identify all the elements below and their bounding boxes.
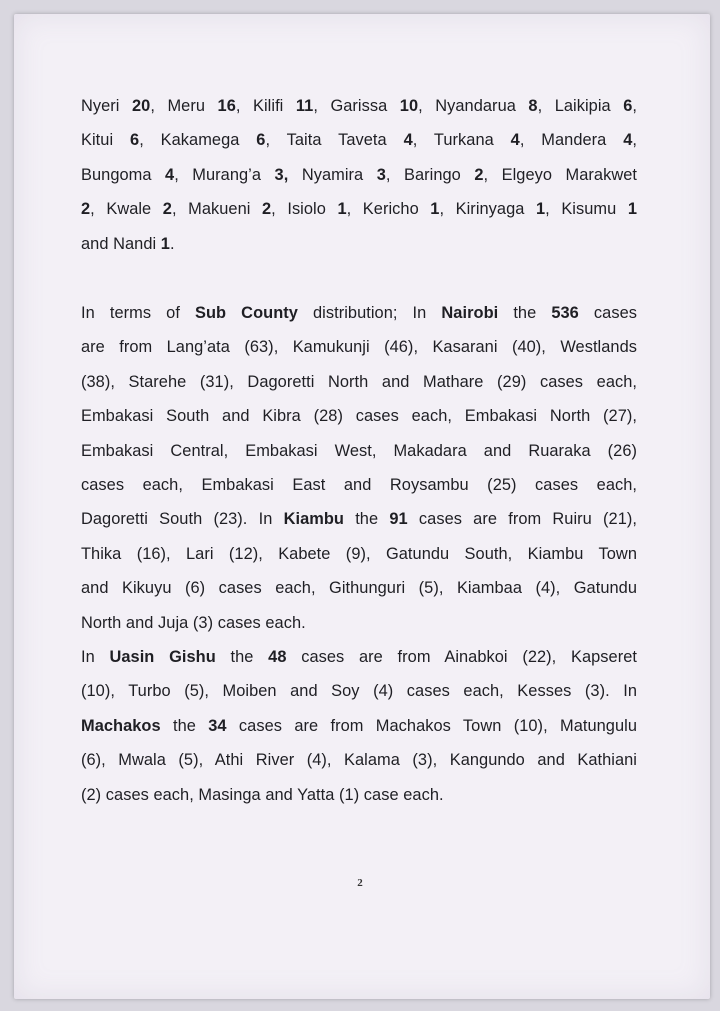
bold-text-segment: 6	[256, 131, 266, 150]
text-line	[81, 502, 637, 536]
text-segment: Embakasi South and Kibra (28) cases each, Embakasi North (27),	[81, 407, 637, 426]
bold-text-segment: 48	[268, 648, 287, 667]
text-line	[81, 158, 637, 192]
bold-text-segment: 16	[217, 97, 236, 115]
text-segment: , Kakamega	[139, 131, 257, 150]
bold-text-segment: 2	[162, 200, 172, 219]
text-segment: , Meru	[150, 97, 218, 115]
text-segment: , Garissa	[313, 97, 400, 115]
text-segment: , Baringo	[385, 165, 475, 184]
bold-text-segment: 3,	[274, 165, 289, 184]
text-segment: cases	[578, 304, 637, 322]
text-segment: , Turkana	[412, 131, 511, 150]
text-line	[81, 296, 637, 330]
bold-text-segment: 4	[403, 131, 413, 150]
text-segment: and Kikuyu (6) cases each, Githunguri (5), Kiambaa (4), Gatundu	[81, 579, 637, 598]
text-line	[81, 743, 637, 777]
text-segment: Bungoma	[81, 165, 166, 184]
text-line	[81, 330, 637, 364]
text-segment: , Murang’a	[174, 165, 275, 184]
bold-text-segment: 20	[132, 97, 151, 115]
text-segment: the	[215, 648, 269, 667]
text-segment: In	[81, 648, 110, 667]
bold-text-segment: 1	[627, 200, 638, 219]
text-segment: cases are from Ruiru (21),	[407, 510, 637, 529]
bold-text-segment: 3	[376, 165, 386, 184]
text-segment: are from Lang’ata (63), Kamukunji (46), Kasarani (40), Westlands	[81, 338, 637, 357]
bold-text-segment: 91	[389, 510, 408, 529]
page-number: 2	[357, 877, 363, 889]
text-segment: (10), Turbo (5), Moiben and Soy (4) cases each, Kesses (3). In	[81, 682, 637, 701]
text-segment: ,	[632, 131, 637, 150]
text-line	[81, 537, 637, 571]
bold-text-segment: 4	[623, 131, 633, 150]
text-segment: cases are from Ainabkoi (22), Kapseret	[286, 648, 637, 667]
text-segment: Embakasi Central, Embakasi West, Makadara and Ruaraka (26)	[81, 441, 637, 460]
text-segment: cases each, Embakasi East and Roysambu (25) cases each,	[81, 476, 637, 495]
text-segment: cases are from Machakos Town (10), Matungulu	[226, 716, 637, 735]
bold-text-segment: 1	[535, 200, 546, 219]
bold-text-segment: 34	[208, 716, 227, 735]
text-line	[81, 192, 637, 226]
text-segment: Thika (16), Lari (12), Kabete (9), Gatundu South, Kiambu Town	[81, 544, 637, 563]
text-segment: , Kericho	[346, 200, 431, 219]
text-line	[81, 399, 637, 433]
text-segment: , Kirinyaga	[439, 200, 536, 219]
bold-text-segment: 1	[430, 200, 440, 219]
text-line	[81, 709, 637, 743]
text-segment: , Kwale	[90, 200, 163, 219]
text-line	[81, 640, 637, 674]
text-segment: distribution; In	[297, 304, 442, 322]
bold-text-segment: 1	[160, 234, 170, 253]
text-segment: Nyeri	[81, 97, 133, 115]
text-segment: (38), Starehe (31), Dagoretti North and Mathare (29) cases each,	[81, 372, 637, 391]
bold-text-segment: 6	[130, 131, 140, 150]
bold-text-segment: 2	[474, 165, 484, 184]
bold-text-segment: 8	[528, 97, 538, 115]
text-segment: Nyamira	[288, 165, 377, 184]
text-segment: , Laikipia	[537, 97, 624, 115]
text-line	[81, 468, 637, 502]
text-line	[81, 123, 637, 157]
text-segment: ,	[632, 97, 637, 115]
text-line	[81, 227, 637, 261]
paragraph-sub-county-distribution	[81, 296, 637, 812]
bold-text-segment: Uasin Gishu	[109, 648, 216, 667]
text-segment: the	[160, 716, 209, 735]
text-segment: the	[498, 304, 552, 322]
bold-text-segment: 2	[81, 200, 91, 219]
text-line	[81, 606, 637, 640]
text-segment: Kitui	[81, 131, 131, 150]
text-line	[81, 674, 637, 708]
bold-text-segment: 4	[510, 131, 520, 150]
text-line	[81, 89, 637, 123]
text-line	[81, 365, 637, 399]
paragraph-county-counts	[81, 89, 637, 261]
bold-text-segment: Sub County	[195, 304, 298, 322]
bold-text-segment: 1	[337, 200, 347, 219]
text-segment: .	[169, 234, 175, 253]
bold-text-segment: 4	[165, 165, 175, 184]
bold-text-segment: 2	[262, 200, 272, 219]
text-line	[81, 571, 637, 605]
text-segment: the	[344, 510, 390, 529]
text-segment: , Elgeyo Marakwet	[483, 165, 637, 184]
text-segment: , Isiolo	[271, 200, 338, 219]
text-segment: , Taita Taveta	[265, 131, 404, 150]
text-segment: , Kisumu	[545, 200, 628, 219]
bold-text-segment: 11	[295, 97, 314, 115]
bold-text-segment: Kiambu	[283, 510, 344, 529]
text-line	[81, 434, 637, 468]
text-segment: Dagoretti South (23). In	[81, 510, 284, 529]
bold-text-segment: 6	[623, 97, 633, 115]
text-segment: and Nandi	[81, 234, 161, 253]
bold-text-segment: 10	[399, 97, 419, 115]
text-segment: North and Juja (3) cases each.	[81, 613, 306, 632]
bold-text-segment: Nairobi	[441, 304, 499, 322]
text-segment: , Mandera	[519, 131, 624, 150]
text-segment: , Nyandarua	[418, 97, 529, 115]
text-segment: In terms of	[81, 304, 195, 322]
bold-text-segment: Machakos	[81, 716, 161, 735]
text-segment: , Makueni	[171, 200, 262, 219]
text-segment: (6), Mwala (5), Athi River (4), Kalama (3), Kangundo and Kathiani	[81, 751, 637, 770]
text-segment: , Kilifi	[235, 97, 296, 115]
text-segment: (2) cases each, Masinga and Yatta (1) case each.	[81, 785, 444, 804]
bold-text-segment: 536	[551, 304, 579, 322]
text-line	[81, 778, 637, 812]
